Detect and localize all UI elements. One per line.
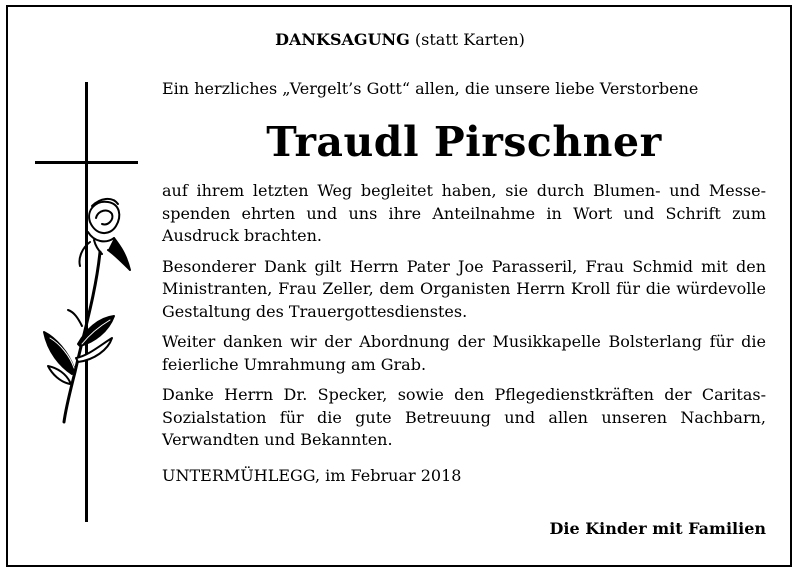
notice-heading [0, 30, 800, 49]
notice-body [162, 180, 766, 460]
intro-text: Ein herzliches „Vergelt’s Gott“ allen, die unsere liebe Verstorbene [162, 79, 699, 98]
cross-icon [35, 82, 138, 522]
signature: Die Kinder mit Familien [549, 519, 766, 538]
paragraph: Danke Herrn Dr. Specker, sowie den Pflegedienstkräften der Caritas-Sozialstation für die gute Betreuung und allen unseren Nachbarn, Verwandten und Bekannten. [162, 385, 766, 449]
cross-with-rose [30, 82, 145, 522]
place-date: UNTERMÜHLEGG, im Februar 2018 [162, 466, 462, 485]
paragraph: auf ihrem letzten Weg begleitet haben, sie durch Blumen- und Messespenden ehrten und uns ihre Anteilnahme in Wort und Schrift zum Ausdruck brachten. [162, 181, 766, 245]
paragraph: Weiter danken wir der Abordnung der Musikkapelle Bolsterlang für die feierliche Umrahmung am Grab. [162, 332, 766, 374]
paragraph: Besonderer Dank gilt Herrn Pater Joe Parasseril, Frau Schmid mit den Ministranten, Frau Zeller, dem Organisten Herrn Kroll für die würdevolle Gestaltung des Trauergottesdienstes. [162, 256, 766, 321]
heading-subtitle: (statt Karten) [409, 30, 525, 49]
deceased-name: Traudl Pirschner [266, 118, 662, 166]
heading-title: DANKSAGUNG [275, 30, 410, 49]
